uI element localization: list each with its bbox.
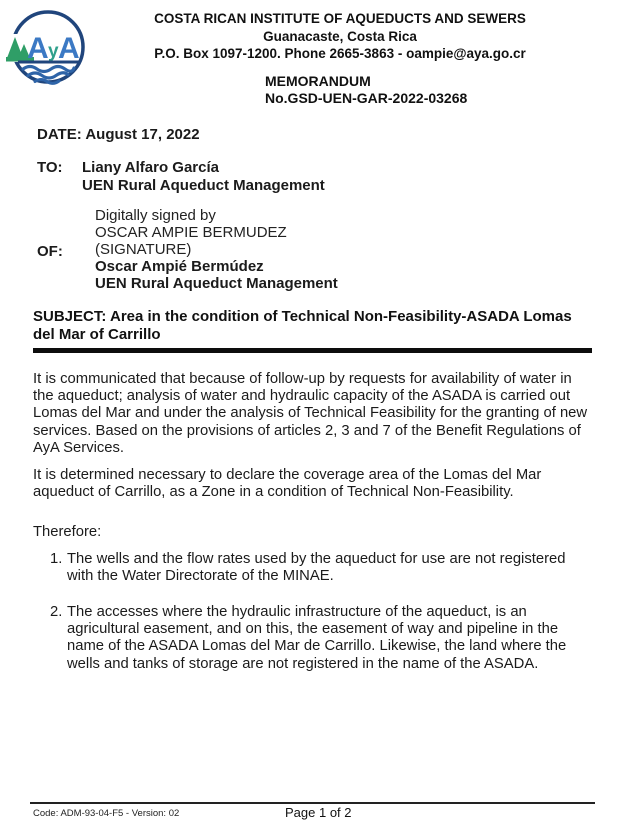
- body-paragraph: It is communicated that because of follow-up by requests for availability of water in the aqueduct; analysis of water and hydraulic capacity of the ASADA is carried out Lomas del Mar and under the analysis of Technical Feasibility for the granting of new services. Based on the provisions of articles 2, 3 and 7 of the Benefit Regulations of AyA Services.: [33, 371, 588, 456]
- memo-number: No.GSD-UEN-GAR-2022-03268: [265, 90, 468, 106]
- footer-document-code: Code: ADM-93-04-F5 - Version: 02: [33, 808, 180, 819]
- list-item-number: 2.: [50, 604, 63, 620]
- subject-text: Area in the condition of Technical Non-Feasibility-ASADA Lomas del Mar of Carrillo: [33, 308, 572, 343]
- of-name: Oscar Ampié Bermúdez: [95, 258, 264, 275]
- letterhead: [80, 10, 600, 63]
- of-label: OF:: [37, 243, 63, 260]
- to-name: Liany Alfaro García: [82, 159, 219, 176]
- subject-row: [33, 308, 595, 343]
- list-item-number: 1.: [50, 551, 63, 567]
- org-name: COSTA RICAN INSTITUTE OF AQUEDUCTS AND SEWERS: [154, 11, 526, 26]
- waves-icon: [23, 67, 74, 72]
- date-label: DATE:: [37, 126, 82, 143]
- logo-letter-a1: A: [27, 32, 49, 65]
- therefore-line: Therefore:: [33, 524, 102, 540]
- to-content: [82, 159, 325, 194]
- to-row: [37, 159, 325, 194]
- signature-block: [95, 207, 457, 292]
- logo-letter-y: y: [48, 41, 59, 62]
- signature-stamp-line: OSCAR AMPIE BERMUDEZ: [95, 224, 287, 241]
- date-value: August 17, 2022: [85, 126, 200, 143]
- aya-logo: [4, 6, 88, 90]
- of-row: [37, 207, 457, 292]
- footer-divider: [30, 802, 595, 804]
- of-unit: UEN Rural Aqueduct Management: [95, 275, 338, 292]
- aya-logo-icon: [4, 6, 88, 90]
- org-location: Guanacaste, Costa Rica: [263, 28, 417, 44]
- to-unit: UEN Rural Aqueduct Management: [82, 176, 325, 194]
- org-contact: P.O. Box 1097-1200. Phone 2665-3863 - oampie@aya.go.cr: [154, 46, 526, 61]
- list-item-text: The accesses where the hydraulic infrastructure of the aqueduct, is an agricultural easement, and on this, the easement of way and pipeline in the name of the ASADA Lomas del Mar de Carrillo. Likewise, the land where the wells and tanks of storage are not registered in the name of the ASADA.: [67, 604, 567, 672]
- signature-stamp-line: (SIGNATURE): [95, 241, 192, 258]
- list-item: [50, 604, 590, 673]
- subject-label: SUBJECT:: [33, 308, 107, 325]
- memo-title-block: [265, 73, 467, 107]
- footer-page-number: Page 1 of 2: [285, 805, 352, 820]
- list-item: [50, 551, 590, 585]
- memo-title: MEMORANDUM: [265, 73, 371, 89]
- logo-letter-a2: A: [58, 32, 80, 65]
- list-item-text: The wells and the flow rates used by the aqueduct for use are not registered with the Water Directorate of the MINAE.: [67, 551, 566, 585]
- date-row: [37, 126, 200, 143]
- to-label: TO:: [37, 159, 63, 176]
- body-paragraph: It is determined necessary to declare the coverage area of the Lomas del Mar aqueduct of Carrillo, as a Zone in a condition of Technical Non-Feasibility.: [33, 467, 542, 501]
- subject-divider: [33, 348, 592, 353]
- signature-stamp-line: Digitally signed by: [95, 207, 216, 224]
